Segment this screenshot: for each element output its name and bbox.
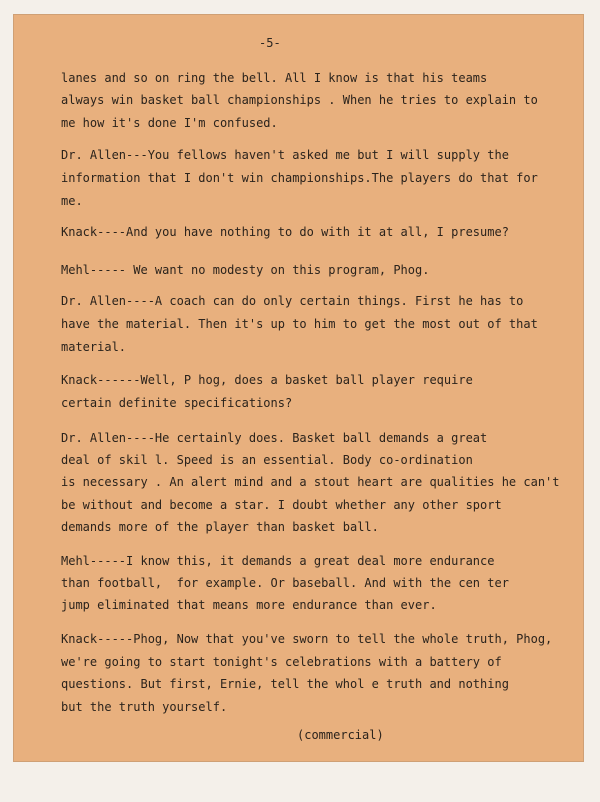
text-line: but the truth yourself. xyxy=(61,700,228,714)
text-line: me how it's done I'm confused. xyxy=(61,116,278,130)
text-line: Knack-----Phog, Now that you've sworn to tell the whole truth, Phog, xyxy=(61,632,553,646)
document-page xyxy=(13,14,584,762)
text-line: Mehl-----I know this, it demands a great deal more endurance xyxy=(61,554,495,568)
text-line: certain definite specifications? xyxy=(61,396,293,410)
text-line: have the material. Then it's up to him to get the most out of that xyxy=(61,317,538,331)
text-line: material. xyxy=(61,340,127,354)
text-line: Dr. Allen----A coach can do only certain things. First he has to xyxy=(61,294,524,308)
page-number: -5- xyxy=(259,36,281,50)
text-line: Knack----And you have nothing to do with it at all, I presume? xyxy=(61,225,509,239)
text-line: Dr. Allen----He certainly does. Basket ball demands a great xyxy=(61,431,488,445)
text-line: me. xyxy=(61,194,83,208)
text-line: is necessary . An alert mind and a stout heart are qualities he can't xyxy=(61,475,560,489)
text-line: demands more of the player than basket ball. xyxy=(61,520,379,534)
text-line: we're going to start tonight's celebrations with a battery of xyxy=(61,655,502,669)
text-line: Knack------Well, P hog, does a basket ball player require xyxy=(61,373,473,387)
body-text xyxy=(61,14,560,802)
text-line: Mehl----- We want no modesty on this program, Phog. xyxy=(61,263,430,277)
text-line: always win basket ball championships . When he tries to explain to xyxy=(61,93,538,107)
text-line: jump eliminated that means more endurance than ever. xyxy=(61,598,437,612)
text-line: lanes and so on ring the bell. All I know is that his teams xyxy=(61,71,488,85)
text-line: Dr. Allen---You fellows haven't asked me but I will supply the xyxy=(61,148,509,162)
text-line: than football, for example. Or baseball. And with the cen ter xyxy=(61,576,509,590)
text-line: questions. But first, Ernie, tell the whol e truth and nothing xyxy=(61,677,509,691)
text-line: information that I don't win championships.The players do that for xyxy=(61,171,538,185)
text-line: deal of skil l. Speed is an essential. Body co-ordination xyxy=(61,453,473,467)
commercial-note: (commercial) xyxy=(297,728,384,742)
text-line: be without and become a star. I doubt whether any other sport xyxy=(61,498,502,512)
